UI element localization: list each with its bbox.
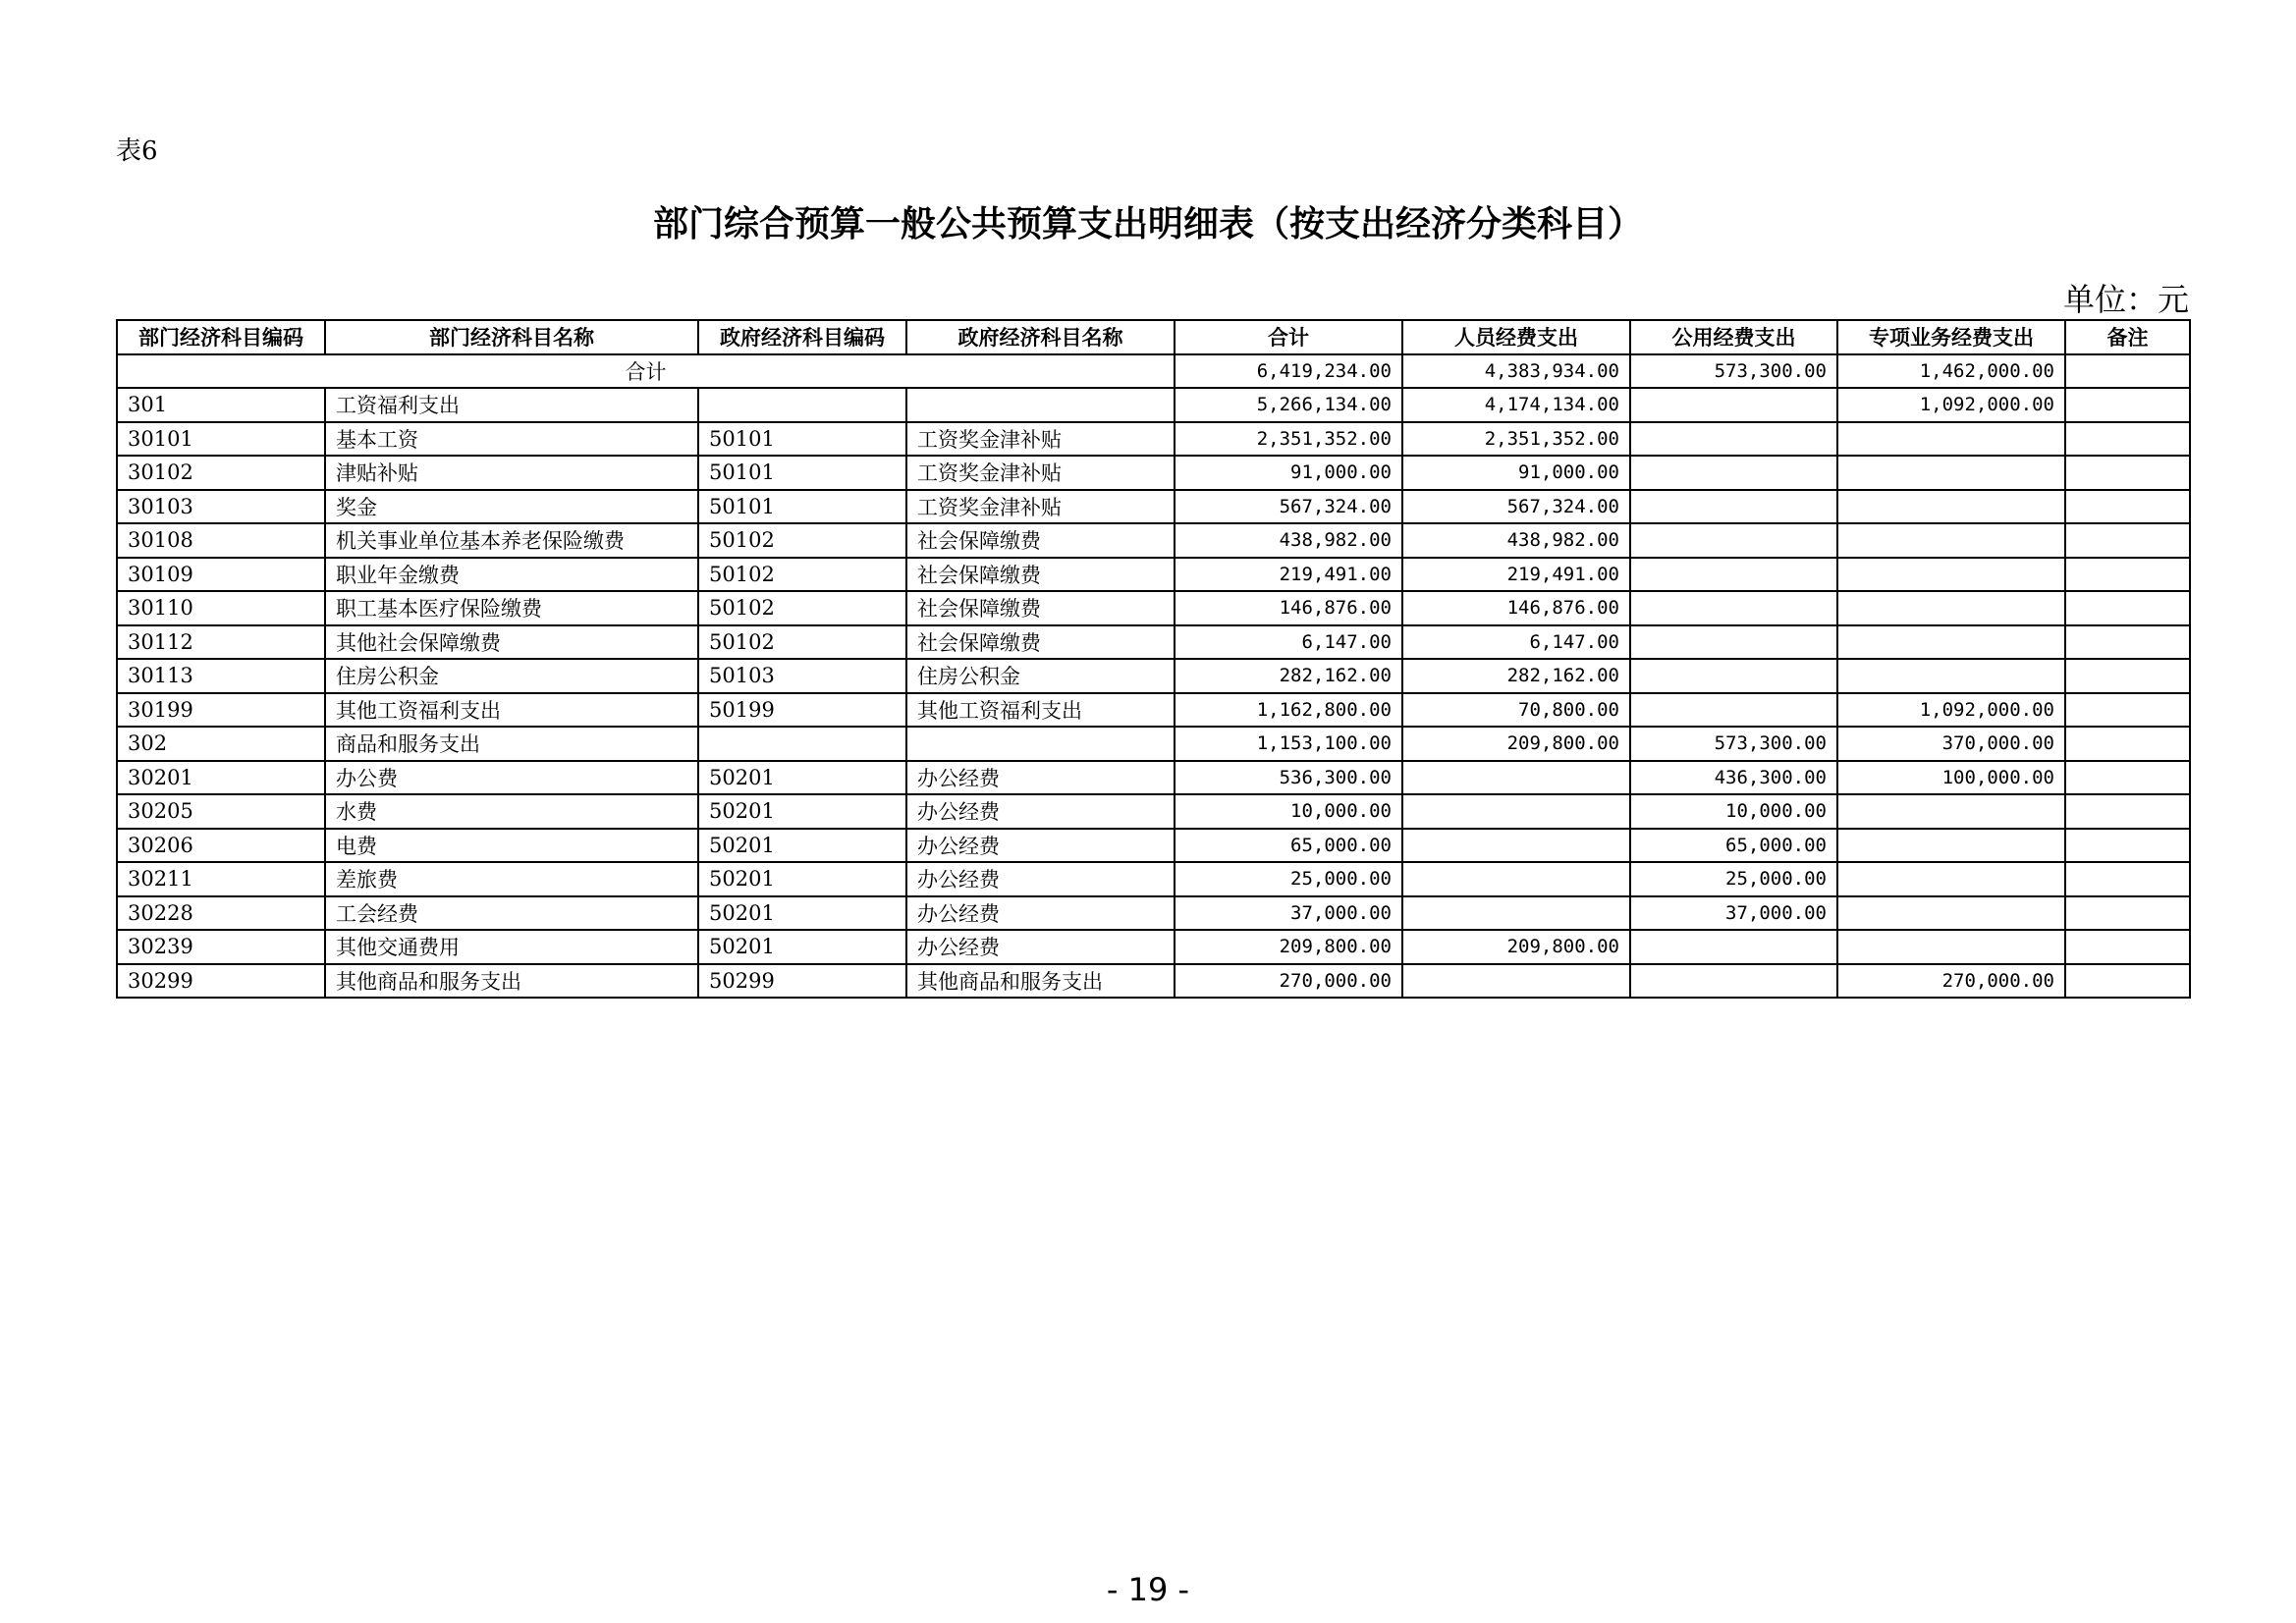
cell-public [1630, 523, 1837, 558]
table-row [117, 591, 2190, 625]
cell-gov-name: 办公经费 [906, 829, 1175, 863]
cell-public [1630, 388, 1837, 422]
cell-note [2065, 456, 2190, 490]
total-label: 合计 [117, 354, 1175, 389]
cell-gov-code: 50201 [698, 829, 906, 863]
cell-special [1837, 625, 2065, 660]
cell-note [2065, 490, 2190, 524]
cell-personnel: 6,147.00 [1402, 625, 1630, 660]
cell-dept-code: 30110 [117, 591, 325, 625]
header-gov-name: 政府经济科目名称 [906, 320, 1175, 354]
header-gov-code: 政府经济科目编码 [698, 320, 906, 354]
cell-total: 438,982.00 [1175, 523, 1402, 558]
cell-public: 436,300.00 [1630, 761, 1837, 795]
cell-total: 65,000.00 [1175, 829, 1402, 863]
cell-special: 370,000.00 [1837, 727, 2065, 761]
cell-special [1837, 456, 2065, 490]
cell-gov-code: 50102 [698, 625, 906, 660]
table-row [117, 964, 2190, 999]
cell-note [2065, 896, 2190, 931]
cell-personnel: 567,324.00 [1402, 490, 1630, 524]
cell-total: 1,162,800.00 [1175, 693, 1402, 728]
cell-gov-code: 50103 [698, 659, 906, 693]
header-dept-name: 部门经济科目名称 [325, 320, 698, 354]
cell-gov-name: 社会保障缴费 [906, 625, 1175, 660]
cell-note [2065, 829, 2190, 863]
cell-personnel: 219,491.00 [1402, 558, 1630, 592]
cell-special: 1,092,000.00 [1837, 693, 2065, 728]
cell-note [2065, 964, 2190, 999]
cell-gov-name: 办公经费 [906, 862, 1175, 896]
cell-gov-name [906, 388, 1175, 422]
cell-public [1630, 591, 1837, 625]
cell-dept-name: 工资福利支出 [325, 388, 698, 422]
header-public: 公用经费支出 [1630, 320, 1837, 354]
table-row [117, 388, 2190, 422]
cell-dept-name: 机关事业单位基本养老保险缴费 [325, 523, 698, 558]
cell-dept-code: 30239 [117, 930, 325, 964]
cell-public: 25,000.00 [1630, 862, 1837, 896]
cell-total: 219,491.00 [1175, 558, 1402, 592]
cell-dept-code: 30299 [117, 964, 325, 999]
cell-dept-code: 30109 [117, 558, 325, 592]
cell-total: 270,000.00 [1175, 964, 1402, 999]
cell-public [1630, 456, 1837, 490]
table-row [117, 456, 2190, 490]
total-special: 1,462,000.00 [1837, 354, 2065, 389]
cell-special [1837, 794, 2065, 829]
cell-gov-name: 社会保障缴费 [906, 591, 1175, 625]
cell-personnel: 209,800.00 [1402, 727, 1630, 761]
cell-gov-name: 其他工资福利支出 [906, 693, 1175, 728]
unit-label: 单位：元 [2062, 281, 2189, 318]
cell-gov-code: 50199 [698, 693, 906, 728]
header-personnel: 人员经费支出 [1402, 320, 1630, 354]
cell-special [1837, 930, 2065, 964]
cell-dept-name: 其他商品和服务支出 [325, 964, 698, 999]
table-row [117, 659, 2190, 693]
cell-dept-code: 30228 [117, 896, 325, 931]
cell-dept-name: 办公费 [325, 761, 698, 795]
header-note: 备注 [2065, 320, 2190, 354]
cell-gov-code: 50102 [698, 591, 906, 625]
cell-dept-name: 其他交通费用 [325, 930, 698, 964]
cell-gov-name: 办公经费 [906, 896, 1175, 931]
cell-personnel: 2,351,352.00 [1402, 422, 1630, 457]
cell-special [1837, 896, 2065, 931]
cell-dept-name: 津贴补贴 [325, 456, 698, 490]
cell-special [1837, 591, 2065, 625]
cell-note [2065, 761, 2190, 795]
cell-note [2065, 625, 2190, 660]
table-number-label: 表6 [116, 136, 158, 166]
cell-gov-name: 工资奖金津补贴 [906, 490, 1175, 524]
cell-dept-name: 水费 [325, 794, 698, 829]
cell-dept-name: 基本工资 [325, 422, 698, 457]
cell-public [1630, 558, 1837, 592]
cell-total: 25,000.00 [1175, 862, 1402, 896]
cell-public [1630, 625, 1837, 660]
cell-note [2065, 930, 2190, 964]
cell-dept-name: 其他工资福利支出 [325, 693, 698, 728]
cell-total: 37,000.00 [1175, 896, 1402, 931]
table-row [117, 896, 2190, 931]
total-row [117, 354, 2190, 389]
cell-total: 146,876.00 [1175, 591, 1402, 625]
cell-dept-code: 301 [117, 388, 325, 422]
cell-gov-code: 50102 [698, 558, 906, 592]
cell-gov-name: 社会保障缴费 [906, 523, 1175, 558]
page-title: 部门综合预算一般公共预算支出明细表（按支出经济分类科目） [652, 204, 1643, 244]
table-row [117, 761, 2190, 795]
cell-special [1837, 422, 2065, 457]
page-number: - 19 - [1106, 1571, 1190, 1608]
cell-note [2065, 693, 2190, 728]
cell-note [2065, 591, 2190, 625]
cell-total: 567,324.00 [1175, 490, 1402, 524]
table-row [117, 930, 2190, 964]
cell-gov-code: 50201 [698, 896, 906, 931]
cell-personnel: 209,800.00 [1402, 930, 1630, 964]
cell-personnel [1402, 829, 1630, 863]
cell-total: 282,162.00 [1175, 659, 1402, 693]
cell-total: 1,153,100.00 [1175, 727, 1402, 761]
cell-dept-code: 30199 [117, 693, 325, 728]
cell-dept-code: 302 [117, 727, 325, 761]
budget-table [116, 319, 2191, 999]
cell-dept-name: 差旅费 [325, 862, 698, 896]
cell-special: 100,000.00 [1837, 761, 2065, 795]
cell-public [1630, 659, 1837, 693]
table-row [117, 490, 2190, 524]
cell-gov-code: 50101 [698, 490, 906, 524]
header-special: 专项业务经费支出 [1837, 320, 2065, 354]
cell-gov-code: 50201 [698, 862, 906, 896]
cell-gov-name: 工资奖金津补贴 [906, 422, 1175, 457]
cell-note [2065, 558, 2190, 592]
cell-public [1630, 964, 1837, 999]
cell-total: 5,266,134.00 [1175, 388, 1402, 422]
cell-gov-code: 50299 [698, 964, 906, 999]
table-row [117, 693, 2190, 728]
cell-dept-code: 30101 [117, 422, 325, 457]
cell-personnel: 438,982.00 [1402, 523, 1630, 558]
cell-total: 2,351,352.00 [1175, 422, 1402, 457]
cell-dept-code: 30205 [117, 794, 325, 829]
cell-note [2065, 727, 2190, 761]
table-header-row [117, 320, 2190, 354]
cell-total: 6,147.00 [1175, 625, 1402, 660]
cell-note [2065, 388, 2190, 422]
cell-total: 209,800.00 [1175, 930, 1402, 964]
table-row [117, 862, 2190, 896]
cell-dept-name: 住房公积金 [325, 659, 698, 693]
cell-public: 10,000.00 [1630, 794, 1837, 829]
cell-gov-code [698, 727, 906, 761]
cell-note [2065, 523, 2190, 558]
cell-personnel [1402, 794, 1630, 829]
cell-dept-name: 职业年金缴费 [325, 558, 698, 592]
cell-gov-code: 50201 [698, 761, 906, 795]
cell-note [2065, 422, 2190, 457]
cell-dept-code: 30113 [117, 659, 325, 693]
cell-personnel [1402, 896, 1630, 931]
cell-dept-code: 30112 [117, 625, 325, 660]
cell-gov-name: 工资奖金津补贴 [906, 456, 1175, 490]
cell-dept-name: 职工基本医疗保险缴费 [325, 591, 698, 625]
cell-dept-name: 电费 [325, 829, 698, 863]
table-row [117, 727, 2190, 761]
cell-dept-name: 其他社会保障缴费 [325, 625, 698, 660]
cell-gov-code [698, 388, 906, 422]
table-row [117, 794, 2190, 829]
total-total: 6,419,234.00 [1175, 354, 1402, 389]
cell-gov-name: 办公经费 [906, 930, 1175, 964]
cell-personnel: 91,000.00 [1402, 456, 1630, 490]
cell-personnel [1402, 761, 1630, 795]
cell-personnel: 146,876.00 [1402, 591, 1630, 625]
cell-gov-name: 其他商品和服务支出 [906, 964, 1175, 999]
cell-special [1837, 490, 2065, 524]
cell-gov-code: 50201 [698, 930, 906, 964]
cell-gov-name: 社会保障缴费 [906, 558, 1175, 592]
cell-public [1630, 422, 1837, 457]
cell-dept-code: 30201 [117, 761, 325, 795]
table-row [117, 523, 2190, 558]
cell-dept-name: 商品和服务支出 [325, 727, 698, 761]
cell-gov-name: 办公经费 [906, 761, 1175, 795]
cell-dept-code: 30211 [117, 862, 325, 896]
cell-dept-code: 30103 [117, 490, 325, 524]
cell-personnel: 282,162.00 [1402, 659, 1630, 693]
cell-public [1630, 930, 1837, 964]
table-row [117, 558, 2190, 592]
cell-personnel [1402, 964, 1630, 999]
cell-dept-code: 30108 [117, 523, 325, 558]
cell-total: 91,000.00 [1175, 456, 1402, 490]
cell-gov-name: 住房公积金 [906, 659, 1175, 693]
cell-total: 536,300.00 [1175, 761, 1402, 795]
total-public: 573,300.00 [1630, 354, 1837, 389]
cell-total: 10,000.00 [1175, 794, 1402, 829]
cell-public [1630, 693, 1837, 728]
cell-personnel [1402, 862, 1630, 896]
total-note [2065, 354, 2190, 389]
cell-dept-code: 30102 [117, 456, 325, 490]
cell-note [2065, 659, 2190, 693]
header-total: 合计 [1175, 320, 1402, 354]
cell-special: 1,092,000.00 [1837, 388, 2065, 422]
cell-gov-code: 50201 [698, 794, 906, 829]
cell-gov-code: 50101 [698, 422, 906, 457]
cell-special [1837, 829, 2065, 863]
cell-gov-name: 办公经费 [906, 794, 1175, 829]
cell-dept-code: 30206 [117, 829, 325, 863]
cell-public: 573,300.00 [1630, 727, 1837, 761]
cell-gov-name [906, 727, 1175, 761]
cell-gov-code: 50101 [698, 456, 906, 490]
cell-special: 270,000.00 [1837, 964, 2065, 999]
cell-special [1837, 558, 2065, 592]
cell-special [1837, 523, 2065, 558]
cell-personnel: 4,174,134.00 [1402, 388, 1630, 422]
table-row [117, 829, 2190, 863]
total-personnel: 4,383,934.00 [1402, 354, 1630, 389]
table-row [117, 422, 2190, 457]
cell-dept-name: 工会经费 [325, 896, 698, 931]
cell-public: 37,000.00 [1630, 896, 1837, 931]
cell-public: 65,000.00 [1630, 829, 1837, 863]
cell-note [2065, 862, 2190, 896]
table-row [117, 625, 2190, 660]
cell-public [1630, 490, 1837, 524]
cell-special [1837, 862, 2065, 896]
cell-personnel: 70,800.00 [1402, 693, 1630, 728]
cell-dept-name: 奖金 [325, 490, 698, 524]
header-dept-code: 部门经济科目编码 [117, 320, 325, 354]
cell-gov-code: 50102 [698, 523, 906, 558]
cell-note [2065, 794, 2190, 829]
cell-special [1837, 659, 2065, 693]
